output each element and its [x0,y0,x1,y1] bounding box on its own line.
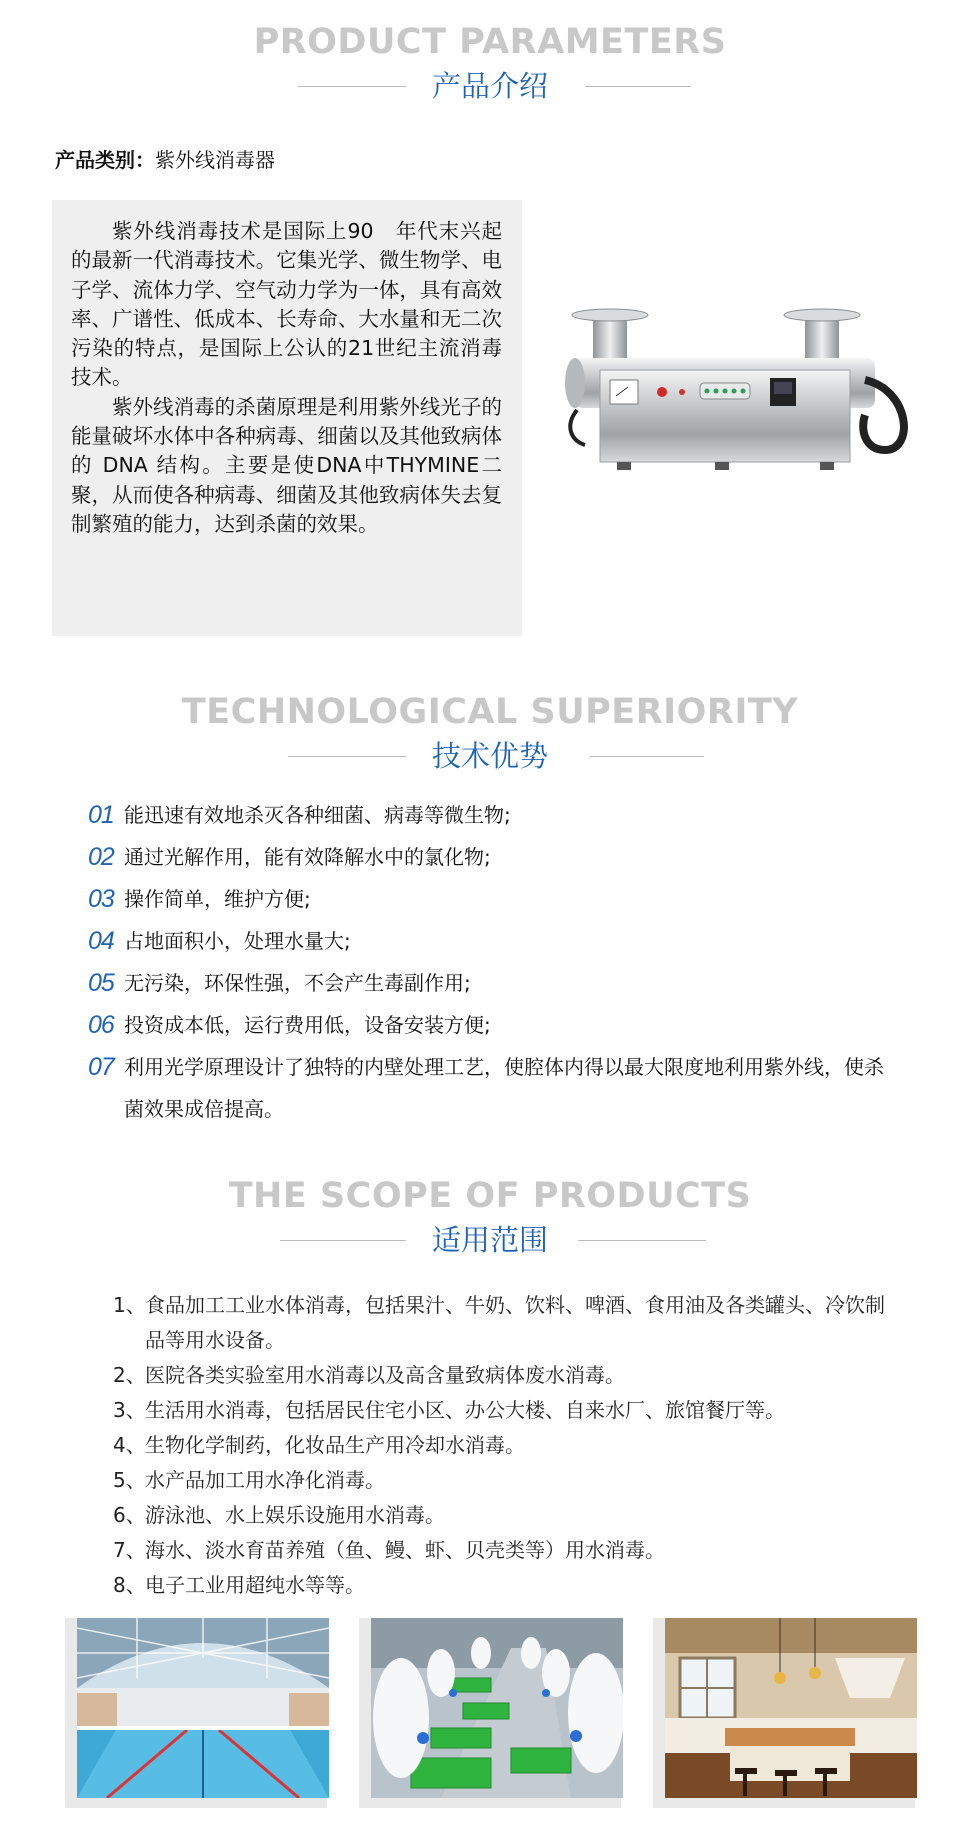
product-category [55,146,275,174]
uv-sterilizer-image [565,300,915,480]
list-item [113,1498,903,1533]
list-item [88,878,898,920]
divider-right [578,1240,706,1241]
list-item [88,920,898,962]
list-item-number: 05 [88,969,114,997]
list-item-text: 占地面积小，处理水量大; [124,929,351,953]
divider-left [280,1240,406,1241]
category-value: 紫外线消毒器 [155,148,275,172]
section-header-product [0,22,980,108]
list-item [113,1393,903,1428]
list-item-number: 3、 [113,1398,146,1422]
list-item-text: 医院各类实验室用水消毒以及高含量致病体废水消毒。 [145,1363,625,1387]
list-item-text: 生活用水消毒，包括居民住宅小区、办公大楼、自来水厂、旅馆餐厅等。 [145,1398,785,1422]
list-item-text: 生物化学制药，化妆品生产用冷却水消毒。 [145,1433,525,1457]
list-item [88,962,898,1004]
section-header-tech [0,692,980,778]
section-cn-title: 产品介绍 [431,69,548,103]
divider-right [590,756,704,757]
list-item-number: 02 [88,843,114,871]
list-item-number: 2、 [113,1363,146,1387]
kitchen-photo [665,1618,917,1798]
application-photos [0,1618,980,1808]
list-item-number: 1、 [113,1293,146,1317]
list-item-text: 水产品加工用水净化消毒。 [145,1468,385,1492]
list-item-number: 4、 [113,1433,146,1457]
list-item [113,1288,903,1358]
list-item-text: 食品加工工业水体消毒，包括果汁、牛奶、饮料、啤酒、食用油及各类罐头、冷饮制品等用水设备。 [145,1293,885,1352]
divider-left [298,86,406,87]
list-item-text: 游泳池、水上娱乐设施用水消毒。 [145,1503,445,1527]
section-cn-title: 技术优势 [431,739,548,773]
list-item-text: 能迅速有效地杀灭各种细菌、病毒等微生物; [124,803,511,827]
swimming-pool-photo [77,1618,329,1798]
section-cn-row [0,734,980,778]
list-item [88,1046,898,1130]
list-item-text: 操作简单，维护方便; [124,887,311,911]
section-en-title: PRODUCT PARAMETERS [253,22,727,62]
list-item-text: 海水、淡水育苗养殖（鱼、鳗、虾、贝壳类等）用水消毒。 [145,1538,665,1562]
list-item-number: 03 [88,885,114,913]
list-item-number: 6、 [113,1503,146,1527]
list-item [113,1358,903,1393]
list-item [88,1004,898,1046]
section-cn-row [0,64,980,108]
list-item [88,794,898,836]
section-cn-row [0,1218,980,1262]
section-en-title: TECHNOLOGICAL SUPERIORITY [181,692,799,732]
section-cn-title: 适用范围 [431,1223,548,1257]
list-item-number: 06 [88,1011,114,1039]
list-item-number: 07 [88,1053,114,1081]
tech-list [88,794,898,1130]
scope-list [113,1288,903,1603]
list-item-text: 投资成本低，运行费用低，设备安装方便; [124,1013,491,1037]
section-header-scope [0,1176,980,1262]
list-item-text: 电子工业用超纯水等等。 [145,1573,365,1597]
list-item [88,836,898,878]
list-item-number: 8、 [113,1573,146,1597]
list-item [113,1463,903,1498]
divider-right [585,86,691,87]
list-item-text: 无污染，环保性强，不会产生毒副作用; [124,971,471,995]
intro-paragraph: 紫外线消毒技术是国际上90 年代末兴起的最新一代消毒技术。它集光学、微生物学、电子学、流体力学、空气动力学为一体，具有高效率、广谱性、低成本、长寿命、大水量和无二次污染的特点，是国际上公认的21世纪主流消毒技术。 [71,219,502,390]
list-item-number: 5、 [113,1468,146,1492]
list-item-number: 01 [88,801,114,829]
intro-paragraph: 紫外线消毒的杀菌原理是利用紫外线光子的能量破坏水体中各种病毒、细菌以及其他致病体的 DNA 结构。主要是使DNA中THYMINE二聚，从而使各种病毒、细菌及其他致病体失去复制繁殖的能力，达到杀菌的效果。 [71,394,502,536]
divider-left [288,756,406,757]
list-item [113,1428,903,1463]
list-item-text: 利用光学原理设计了独特的内壁处理工艺，使腔体内得以最大限度地利用紫外线，使杀菌效果成倍提高。 [124,1055,884,1121]
section-en-title: THE SCOPE OF PRODUCTS [228,1176,752,1216]
list-item-number: 04 [88,927,114,955]
category-label: 产品类别： [55,148,155,172]
list-item-text: 通过光解作用，能有效降解水中的氯化物; [124,845,491,869]
intro-text-box [52,200,522,636]
list-item-number: 7、 [113,1538,146,1562]
food-processing-photo [371,1618,623,1798]
list-item [113,1533,903,1568]
list-item [113,1568,903,1603]
